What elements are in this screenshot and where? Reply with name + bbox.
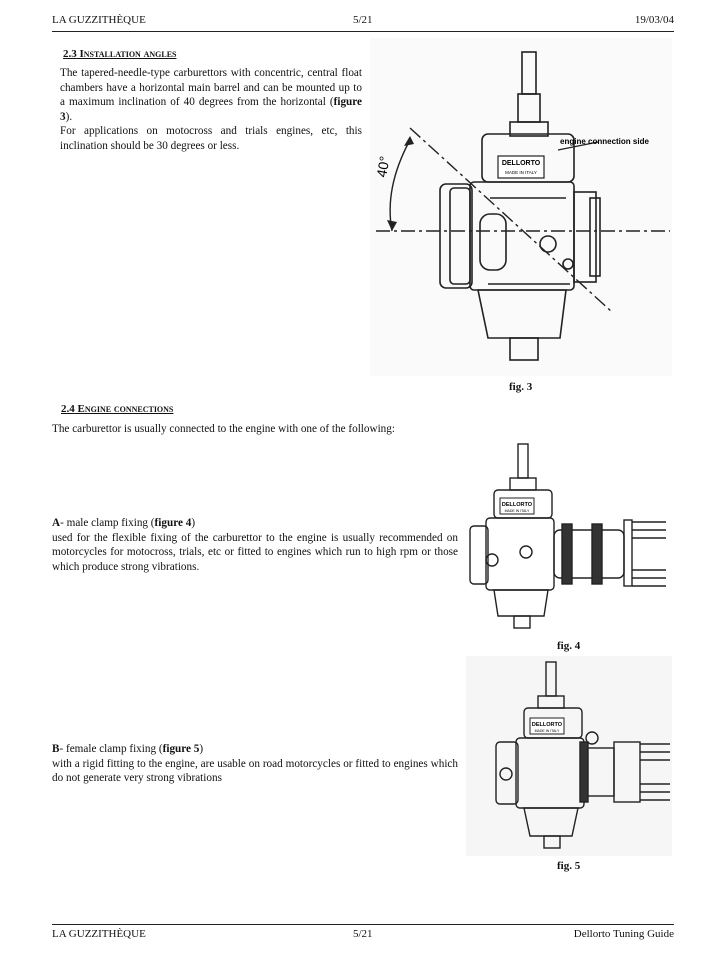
- header-page-number: 5/21: [353, 14, 373, 26]
- figure-4-caption: fig. 4: [557, 640, 581, 652]
- figure-3-brand: DELLORTO: [501, 160, 541, 167]
- figure-5-caption: fig. 5: [557, 860, 581, 872]
- figure-4: [466, 440, 672, 636]
- section-2-4-title: 2.4 Engine connections: [61, 403, 174, 415]
- item-b-heading: B- female clamp fixing (figure 5): [52, 743, 204, 755]
- item-b: [52, 742, 458, 786]
- section-2-3-para1: The tapered-needle-type carburettors with concentric, central float chambers have a horizontal main barrel and can be mounted up to a maximum inclination of 40 degrees from the horizontal (figure 3).: [60, 67, 362, 123]
- item-a: [52, 516, 458, 574]
- footer-left: LA GUZZITHÈQUE: [52, 928, 146, 940]
- figure-5-brand: DELLORTO: [531, 722, 563, 728]
- item-a-text: used for the flexible fixing of the carburettor to the engine is usually recommended on motorcycles for motocross, trials, etc or fitted to engines which run to high rpm or those which produce strong vibrations.: [52, 531, 458, 573]
- section-2-3-body: [60, 66, 362, 153]
- header-rule: [52, 31, 674, 32]
- figure-5-drawing: [466, 656, 672, 856]
- figure-5-ref: figure 5: [162, 743, 200, 755]
- section-2-4-intro: The carburettor is usually connected to the engine with one of the following:: [52, 423, 395, 435]
- figure-3-angle-label: 40°: [373, 154, 393, 179]
- section-2-3-title: 2.3 Installation angles: [63, 48, 177, 60]
- figure-4-drawing: [466, 440, 672, 636]
- figure-3-caption: fig. 3: [509, 381, 533, 393]
- section-2-3-para2: For applications on motocross and trials engines, etc, this inclination should be 30 degrees or less.: [60, 125, 362, 152]
- figure-3-ref: figure 3: [60, 96, 362, 123]
- figure-4-made-in: MADE IN ITALY: [504, 509, 530, 513]
- figure-5: [466, 656, 672, 856]
- item-b-text: with a rigid fitting to the engine, are usable on road motorcycles or fitted to engines which do not generate very strong vibrations: [52, 757, 458, 784]
- item-a-heading: A- male clamp fixing (figure 4): [52, 517, 196, 529]
- figure-3-side-label: engine connection side: [560, 137, 649, 146]
- footer-title: Dellorto Tuning Guide: [573, 928, 674, 940]
- footer-rule: [52, 924, 674, 925]
- figure-3-drawing: [370, 38, 672, 376]
- figure-3: [370, 38, 672, 376]
- footer-page-number: 5/21: [353, 928, 373, 940]
- figure-3-made-in: MADE IN ITALY: [505, 170, 537, 175]
- figure-4-ref: figure 4: [154, 517, 192, 529]
- figure-5-made-in: MADE IN ITALY: [534, 729, 560, 733]
- figure-4-brand: DELLORTO: [501, 502, 533, 508]
- header-left: LA GUZZITHÈQUE: [52, 14, 146, 26]
- header-date: 19/03/04: [634, 14, 674, 26]
